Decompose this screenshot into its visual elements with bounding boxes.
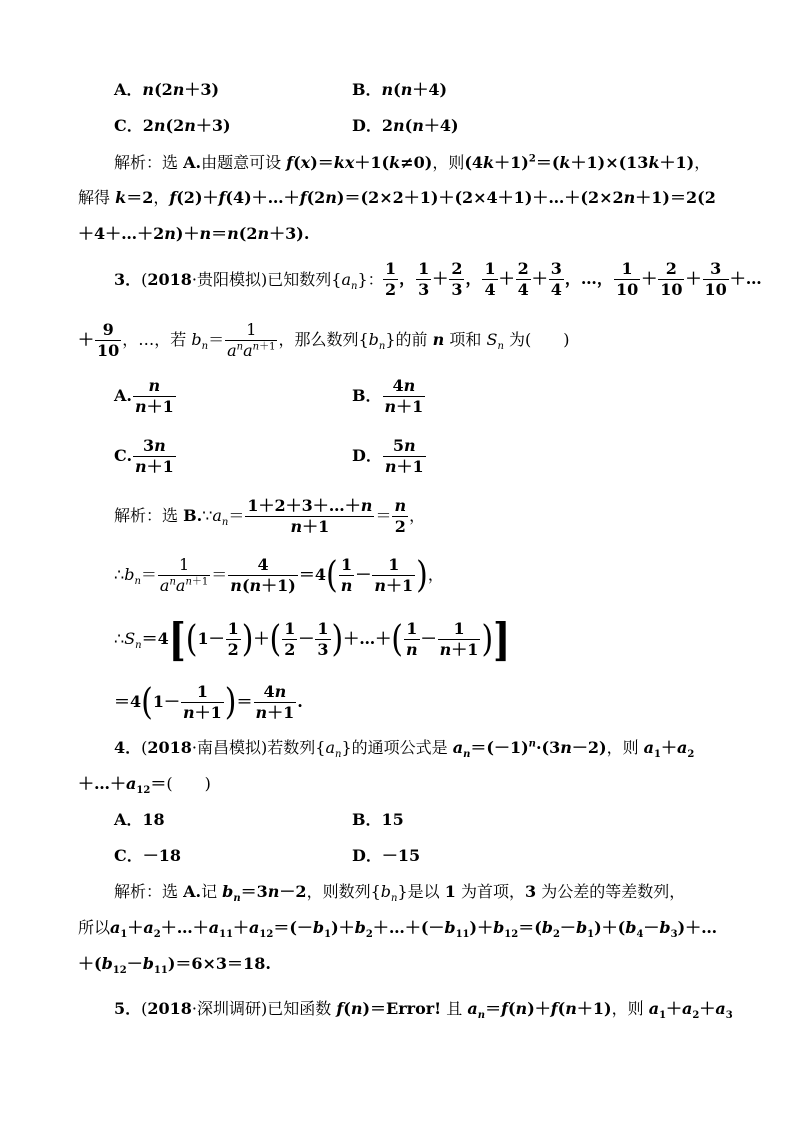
q2-solution-line-1: 解析：选 A.由题意可设 f(x)＝kx＋1(k≠0)，则$(4k+1)^2=(k+1)\times(13k+1)$， <box>114 153 711 172</box>
q3-option-d: D． $\frac{5n}{n+1}$ <box>352 436 424 476</box>
q2-option-d: D．2n(n＋4) <box>352 116 459 135</box>
q3-solution-line-2: $\therefore b_n=$ $\frac{1}{a^na^{n+1}}$ ＝ $\frac{4}{n(n+1)}$ ＝4( $\frac{1}{n}$ － $\frac{1}{n+1}$ )， <box>114 553 444 596</box>
q4-solution-line-3: $+(b_{12}-b_{11})=6\times 3=18$. <box>78 954 271 977</box>
q4-stem-line-2: $+\dots+a_{12}=$( ) <box>78 774 211 797</box>
q2-solution-line-3: ＋4＋…＋2n)＋n＝n(2n＋3). <box>78 224 310 243</box>
q3-stem-sequence: $\frac{1}{2}$ ， $\frac{1}{3}$ ＋ $\frac{2}{3}$ ， $\frac{1}{4}$ ＋ $\frac{2}{4}$ ＋ $\frac{3}{4}$ ，…， $\frac{1}{10}$ ＋ $\frac{2}{10}$ ＋ $\frac{3}{10}$ ＋… <box>385 259 762 299</box>
q3-stem-line-2: ＋ $\frac{9}{10}$ ，…，若 $b_n=$ $\frac{1}{a^na^{n+1}}$ ，那么数列$\{b_n\}$的前 n 项和 $S_n$ 为( ) <box>78 320 570 360</box>
q4-solution-line-2: 所以$a_1+a_2+\dots+a_{11}+a_{12}=(-b_1)+b_2+\dots+(-b_{11})+b_{12}=(b_2-b_1)+(b_4-b_3)+\dots$ <box>78 918 718 941</box>
q3-solution-line-3: $\therefore S_n=4[(1-$ $\frac{1}{2}$ )＋( $\frac{1}{2}$ － $\frac{1}{3}$ )＋…＋( $\frac{1}{n}$ － $\frac{1}{n+1}$ )] <box>114 613 511 666</box>
q2-solution-line-2: 解得 k＝2，f(2)＋f(4)＋…＋f(2n)＝(2×2＋1)＋(2×4＋1)＋…＋(2×2n＋1)＝2(2 <box>78 188 716 207</box>
q4-option-a: A．18 <box>114 810 165 829</box>
q4-option-d: D．－15 <box>352 846 421 865</box>
q3-stem-prefix: 3．(2018·贵阳模拟)已知数列$\{a_n\}$： <box>114 270 384 293</box>
q3-option-b: B． $\frac{4n}{n+1}$ <box>352 376 424 416</box>
q3-option-c: C. $\frac{3n}{n+1}$ <box>114 436 174 476</box>
q5-stem-line-1: 5．(2018·深圳调研)已知函数 f(n)＝Error! 且 $a_n=f(n)+f(n+1)$，则 $a_1+a_2+a_3$ <box>114 999 733 1022</box>
q3-solution-line-4: ＝4(1－ $\frac{1}{n+1}$ )＝ $\frac{4n}{n+1}$ . <box>114 680 303 723</box>
q4-option-b: B．15 <box>352 810 404 829</box>
q4-stem-line-1: 4．(2018·南昌模拟)若数列$\{a_n\}$的通项公式是 $a_n=(-1)^n\cdot(3n-2)$，则 $a_1+a_2$ <box>114 738 695 761</box>
q2-option-a: A．n(2n＋3) <box>114 80 220 99</box>
q4-option-c: C．－18 <box>114 846 182 865</box>
q4-solution-line-1: 解析：选 A.记 $b_n=3n-2$，则数列$\{b_n\}$是以 1 为首项，3 为公差的等差数列， <box>114 882 686 905</box>
q2-option-c: C．2n(2n＋3) <box>114 116 231 135</box>
q2-option-b: B．n(n＋4) <box>352 80 448 99</box>
q3-solution-line-1: 解析：选 $B.\because a_n=$ $\frac{1+2+3+\dots+n}{n+1}$ ＝ $\frac{n}{2}$ ， <box>114 496 426 536</box>
q3-option-a: A. $\frac{n}{n+1}$ <box>114 376 174 416</box>
